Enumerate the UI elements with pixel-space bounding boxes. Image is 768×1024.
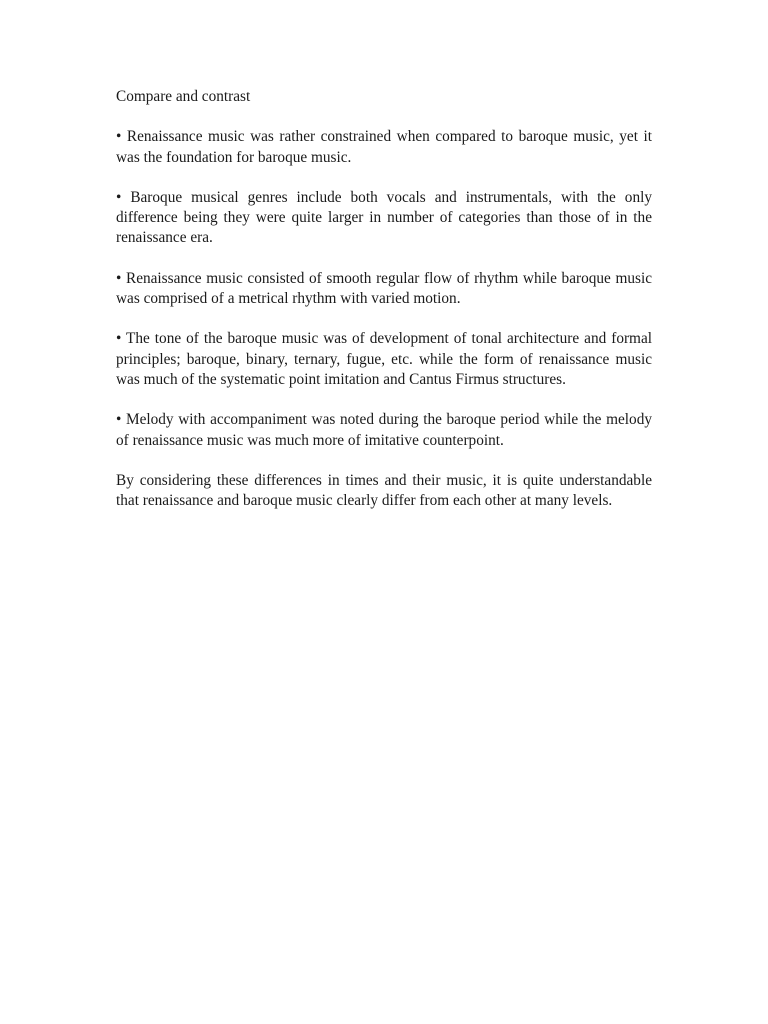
document-heading: Compare and contrast	[116, 88, 251, 105]
paragraph-bullet-4: • The tone of the baroque music was of development of tonal architecture and formal principles; baroque, binary, ternary, fugue, etc. while the form of renaissance music was much of the systematic point imitation and Cantus Firmus structures.	[116, 330, 652, 388]
document-body	[116, 87, 652, 531]
paragraph-bullet-2: • Baroque musical genres include both vocals and instrumentals, with the only difference being they were quite larger in number of categories than those of in the renaissance era.	[116, 188, 652, 247]
paragraph-bullet-1: • Renaissance music was rather constrained when compared to baroque music, yet it was the foundation for baroque music.	[116, 128, 652, 166]
paragraph-conclusion: By considering these differences in times and their music, it is quite understandable that renaissance and baroque music clearly differ from each other at many levels.	[116, 471, 652, 510]
paragraph-bullet-3: • Renaissance music consisted of smooth regular flow of rhythm while baroque music was comprised of a metrical rhythm with varied motion.	[116, 269, 652, 308]
paragraph-bullet-5: • Melody with accompaniment was noted during the baroque period while the melody of renaissance music was much more of imitative counterpoint.	[116, 411, 652, 449]
